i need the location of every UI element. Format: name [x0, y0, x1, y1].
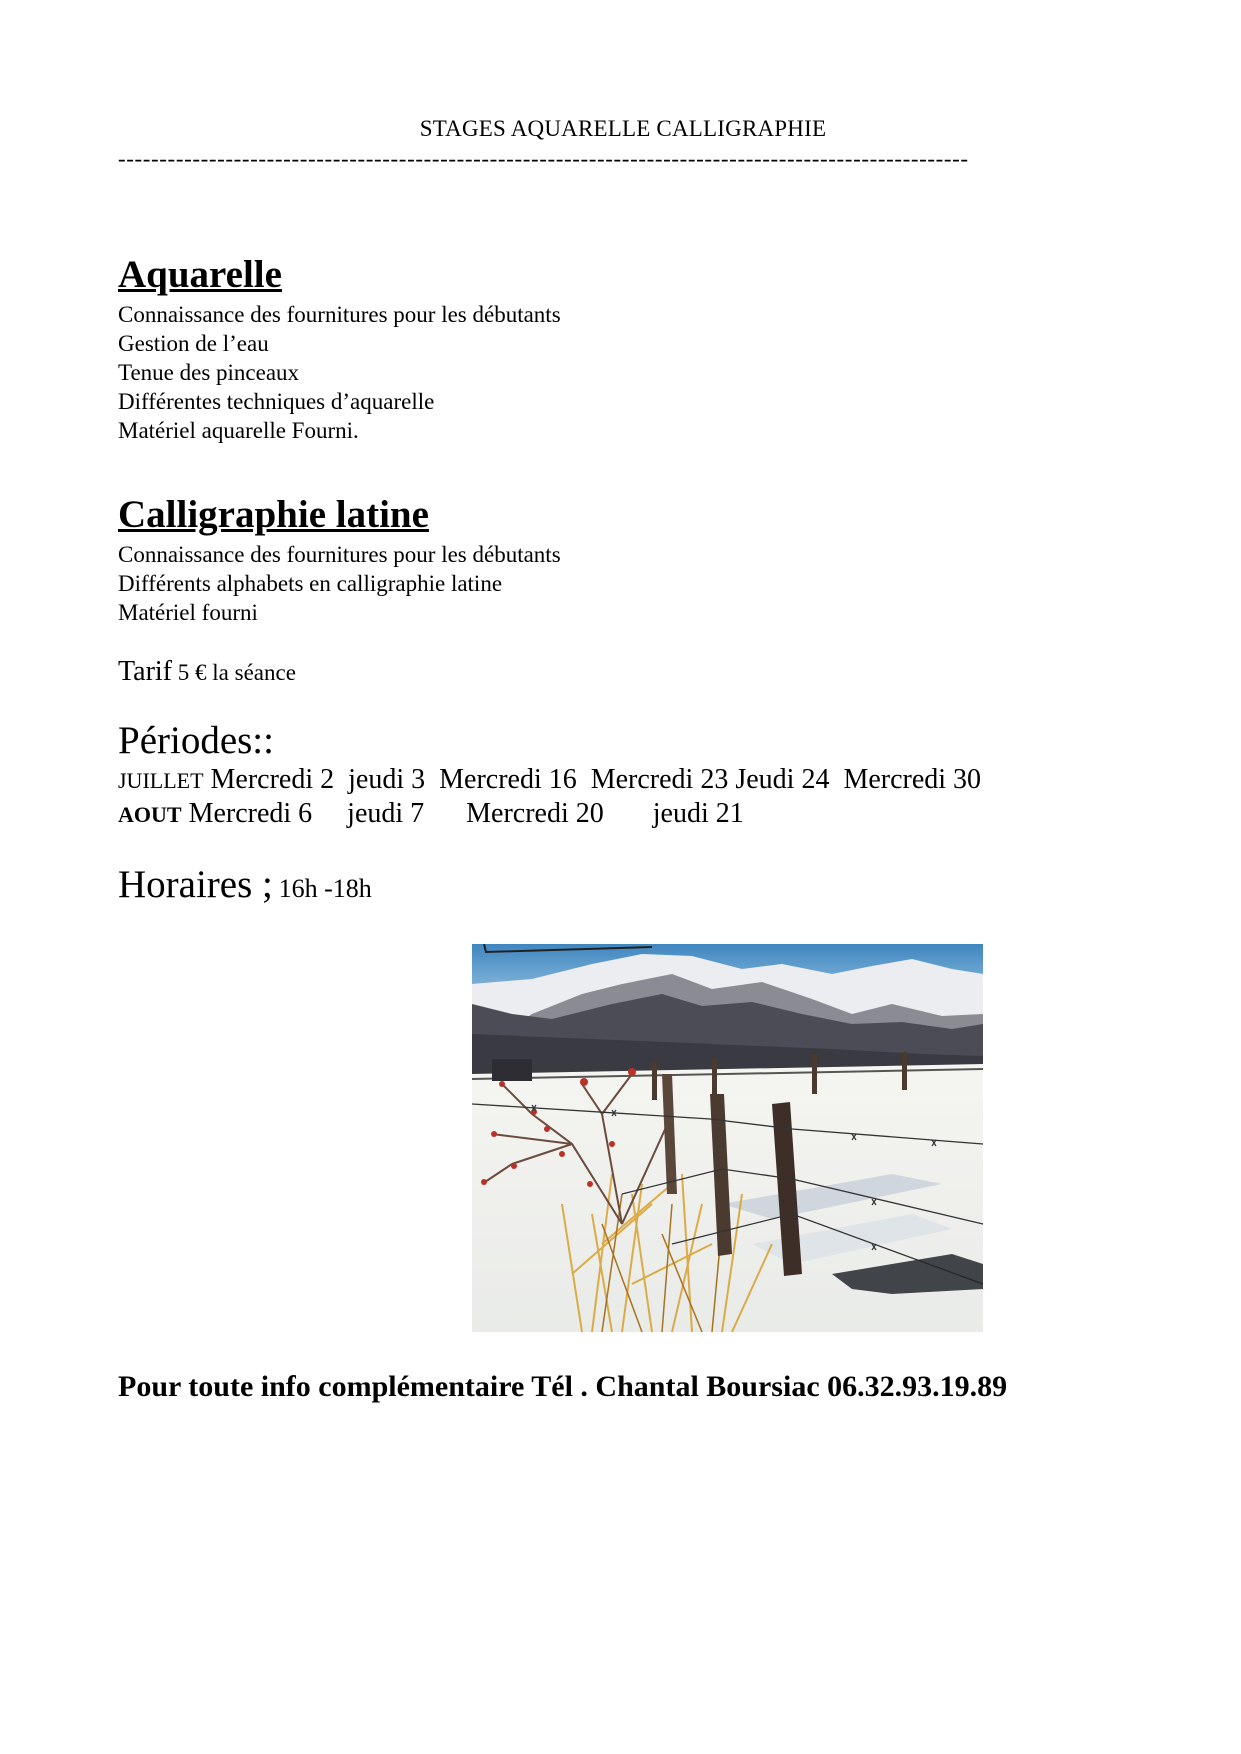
calligraphie-item: Différents alphabets en calligraphie latine [118, 571, 503, 596]
horaires-label: Horaires ; [118, 863, 273, 906]
dashed-divider: ------------------------------------------------------------------------------------------------------- [118, 146, 969, 171]
aquarelle-item: Différentes techniques d’aquarelle [118, 389, 435, 414]
aquarelle-heading: Aquarelle [118, 253, 282, 296]
aquarelle-item: Tenue des pinceaux [118, 360, 300, 385]
aquarelle-item: Matériel aquarelle Fourni. [118, 418, 359, 443]
periode-juillet-dates: Mercredi 2 jeudi 3 Mercredi 16 Mercredi 23 Jeudi 24 Mercredi 30 [210, 764, 982, 795]
aquarelle-item: Gestion de l’eau [118, 331, 269, 356]
periode-aout-dates: Mercredi 6 jeudi 7 Mercredi 20 jeudi 21 [181, 798, 744, 829]
calligraphie-item: Connaissance des fournitures pour les débutants [118, 542, 561, 567]
periode-aout [118, 798, 744, 830]
tarif-value: 5 € la séance [177, 660, 296, 685]
tarif-label: Tarif [118, 656, 173, 687]
horaires-line [118, 862, 372, 907]
horaires-value: 16h -18h [278, 874, 372, 903]
calligraphie-item: Matériel fourni [118, 600, 258, 625]
watercolor-painting [472, 944, 983, 1332]
periode-juillet-label: JUILLET [118, 768, 204, 793]
contact-info: Pour toute info complémentaire Tél . Chantal Boursiac 06.32.93.19.89 [118, 1370, 1008, 1403]
periodes-heading: Périodes:: [118, 719, 274, 762]
page-title: STAGES AQUARELLE CALLIGRAPHIE [419, 116, 827, 141]
calligraphie-heading: Calligraphie latine [118, 493, 429, 536]
tarif-line [118, 656, 296, 688]
periode-aout-label: AOUT [118, 802, 182, 827]
aquarelle-item: Connaissance des fournitures pour les débutants [118, 302, 561, 327]
periode-juillet [118, 764, 981, 796]
